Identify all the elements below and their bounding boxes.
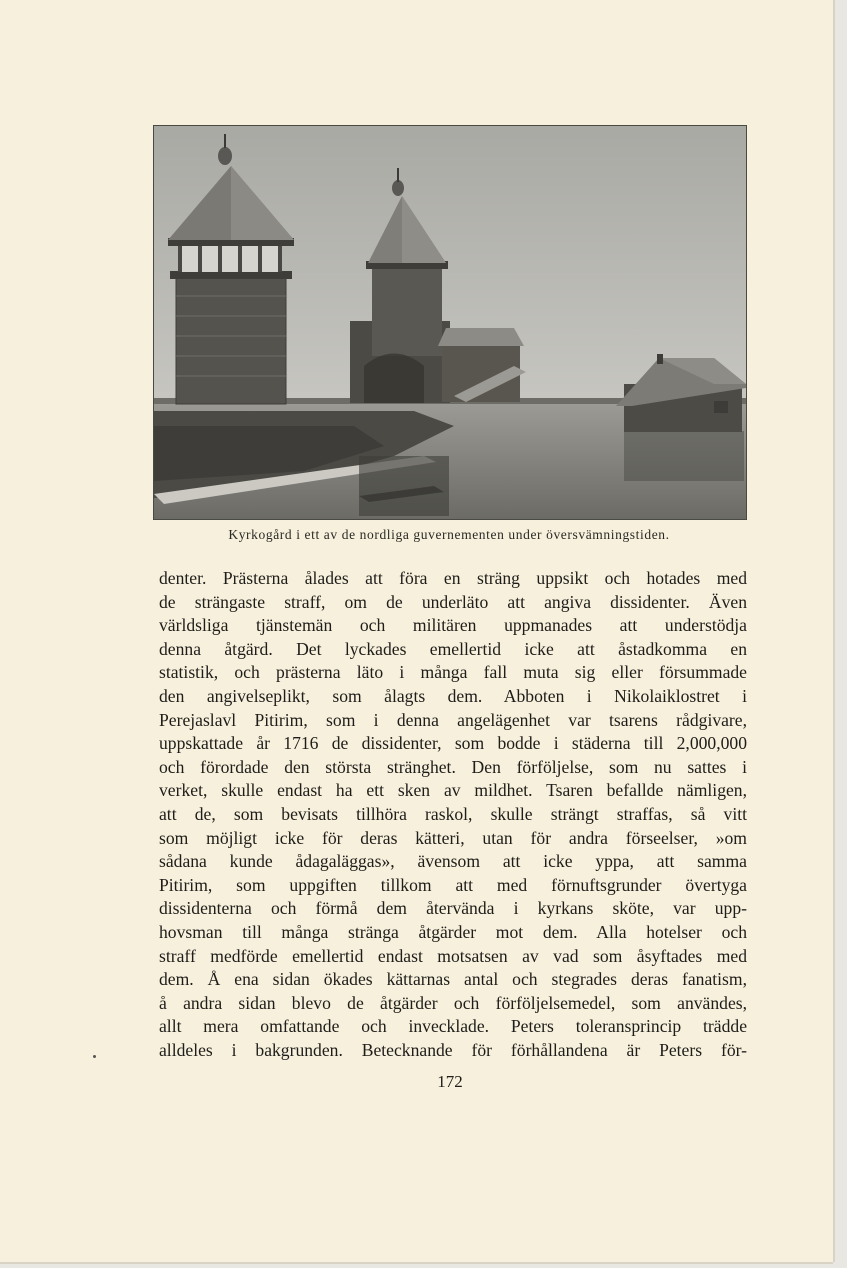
- text-line: uppskattade år 1716 de dissidenter, som bodde i städerna till 2,000,000: [159, 733, 747, 754]
- text-line: världsliga tjänstemän och militären uppmanades att understödja: [159, 615, 747, 636]
- text-line: sådana kunde ådagaläggas», ävensom att icke yppa, att samma: [159, 851, 747, 872]
- text-line: statistik, och prästerna läto i många fall muta sig eller försummade: [159, 662, 747, 683]
- text-line: denter. Prästerna ålades att föra en sträng uppsikt och hotades med: [159, 568, 747, 588]
- body-text: [159, 567, 747, 1062]
- church-illustration: [154, 126, 746, 519]
- text-line: dem. Å ena sidan ökades kättarnas antal och stegrades deras fanatism,: [159, 969, 747, 990]
- text-line: den angivelseplikt, som ålagts dem. Abboten i Nikolaiklostret i: [159, 685, 747, 706]
- text-line: Pitirim, som uppgiften tillkom att med förnuftsgrunder övertyga: [159, 874, 747, 895]
- page-number: 172: [437, 1072, 463, 1091]
- text-line: denna åtgärd. Det lyckades emellertid icke att åstadkomma en: [159, 638, 747, 659]
- church-photo: [153, 125, 747, 520]
- text-line: allt mera omfattande och invecklade. Peters toleransprincip trädde: [159, 1016, 747, 1037]
- text-line: de strängaste straff, om de underläto att angiva dissidenter. Även: [159, 591, 747, 612]
- text-line: Perejaslavl Pitirim, som i denna angelägenhet var tsarens rådgivare,: [159, 709, 747, 730]
- print-speck: [93, 1055, 96, 1058]
- text-line: som möjligt icke för deras kätteri, utan för andra förseelser, »om: [159, 827, 747, 848]
- text-line: alldeles i bakgrunden. Betecknande för förhållandena är Peters för-: [159, 1039, 747, 1060]
- text-line: hovsman till många stränga åtgärder mot dem. Alla hotelser och: [159, 921, 747, 942]
- text-line: verket, skulle endast ha ett sken av mildhet. Tsaren befallde nämligen,: [159, 780, 747, 801]
- text-line: och förordade den största stränghet. Den förföljelse, som nu sattes i: [159, 756, 747, 777]
- text-line: å andra sidan blevo de åtgärder och förföljelsemedel, som användes,: [159, 992, 747, 1013]
- text-line: att de, som bevisats tillhöra raskol, skulle strängt straffas, så vitt: [159, 803, 747, 824]
- text-line: straff medförde emellertid endast motsatsen av vad som åsyftades med: [159, 945, 747, 966]
- text-line: dissidenterna och förmå dem återvända i kyrkans sköte, var upp-: [159, 898, 747, 919]
- figure-caption: Kyrkogård i ett av de nordliga guvernementen under översvämningstiden.: [228, 527, 670, 542]
